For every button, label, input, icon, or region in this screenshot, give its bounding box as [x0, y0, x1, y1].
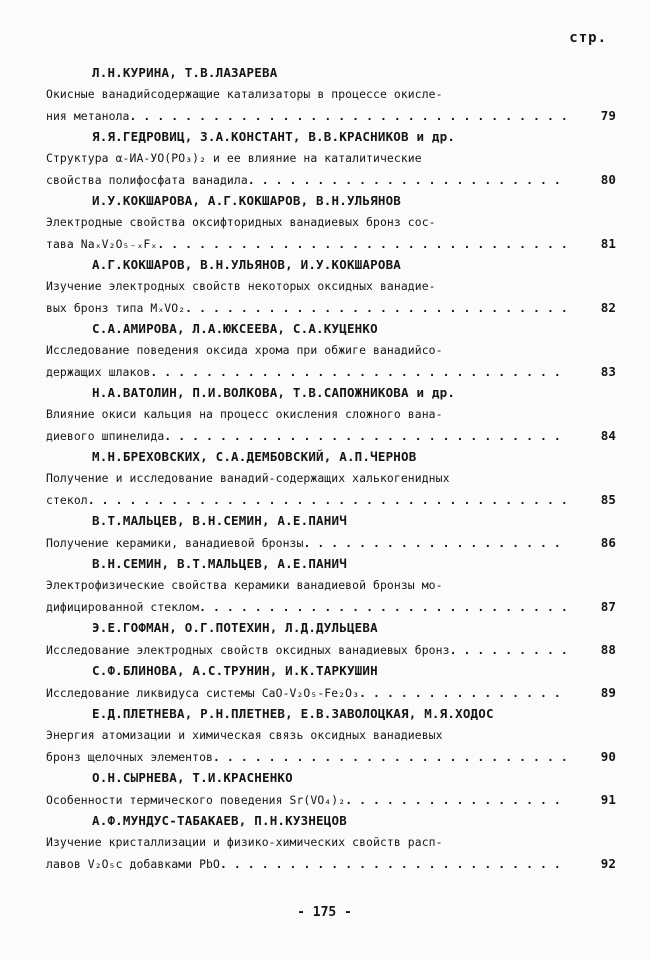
entry-title-last-line: [46, 789, 616, 810]
entry-title-last-line: [46, 532, 616, 553]
dot-leader: [130, 106, 571, 127]
entry-title-text: дифицированной стеклом: [46, 600, 200, 614]
entry-title-last-line: [46, 105, 616, 126]
entry-page-number: 80: [600, 172, 616, 187]
entry-page-number: 79: [600, 108, 616, 123]
dot-leader: [185, 298, 570, 319]
toc-entry: [46, 660, 616, 703]
entry-title-line: Окисные ванадийсодержащие катализаторы в процессе окисле-: [46, 87, 443, 101]
dot-leader: [213, 747, 570, 768]
toc-entry: [46, 617, 616, 660]
toc-entry: [46, 254, 616, 318]
entry-title-text: Особенности термического поведения Sr(VO₄)₂: [46, 793, 346, 807]
dot-leader: [450, 640, 570, 661]
entry-title-line: Изучение электродных свойств некоторых оксидных ванадие-: [46, 279, 436, 293]
entry-authors: О.Н.СЫРНЕВА, Т.И.КРАСНЕНКО: [92, 770, 293, 785]
entry-page-number: 91: [600, 792, 616, 807]
entry-authors: Н.А.ВАТОЛИН, П.И.ВОЛКОВА, Т.В.САПОЖНИКОВА и др.: [92, 385, 456, 400]
entry-authors: С.Ф.БЛИНОВА, А.С.ТРУНИН, И.К.ТАРКУШИН: [92, 663, 378, 678]
dot-leader: [345, 790, 570, 811]
entry-title-line: Исследование поведения оксида хрома при обжиге ванадийсо-: [46, 343, 443, 357]
entry-title-last-line: [46, 489, 616, 510]
entry-title-text: Исследование ликвидуса системы CaO-V₂O₅-Fe₂O₃: [46, 686, 360, 700]
entry-title-text: держащих шлаков: [46, 365, 151, 379]
entry-title-text: стекол: [46, 493, 88, 507]
entry-page-number: 84: [600, 428, 616, 443]
entry-title-text: лавов V₂O₅с добавками PbO: [46, 857, 220, 871]
dot-leader: [303, 533, 570, 554]
dot-leader: [88, 490, 570, 511]
toc-entry: [46, 810, 616, 874]
page-label: стр.: [569, 30, 607, 46]
entry-authors: А.Ф.МУНДУС-ТАБАКАЕВ, П.Н.КУЗНЕЦОВ: [92, 813, 347, 828]
entry-page-number: 92: [600, 856, 616, 871]
entry-authors: Е.Д.ПЛЕТНЕВА, Р.Н.ПЛЕТНЕВ, Е.В.ЗАВОЛОЦКАЯ, М.Я.ХОДОС: [92, 706, 494, 721]
entry-page-number: 85: [600, 492, 616, 507]
entry-title-text: свойства полифосфата ванадила: [46, 173, 248, 187]
entry-authors: Э.Е.ГОФМАН, О.Г.ПОТЕХИН, Л.Д.ДУЛЬЦЕВА: [92, 620, 378, 635]
entry-title-line: Электрофизические свойства керамики ванадиевой бронзы мо-: [46, 578, 443, 592]
entry-title-last-line: [46, 682, 616, 703]
toc-entry: [46, 190, 616, 254]
entry-page-number: 81: [600, 236, 616, 251]
entry-authors: М.Н.БРЕХОВСКИХ, С.А.ДЕМБОВСКИЙ, А.П.ЧЕРНОВ: [92, 449, 417, 464]
entry-authors: С.А.АМИРОВА, Л.А.ЮКСЕЕВА, С.А.КУЦЕНКО: [92, 321, 378, 336]
entry-title-text: вых бронз типа MₓVO₂: [46, 301, 186, 315]
entry-page-number: 88: [600, 642, 616, 657]
page-number-footer: - 175 -: [297, 905, 352, 920]
dot-leader: [359, 683, 570, 704]
entry-title-text: бронз щелочных элементов: [46, 750, 213, 764]
entry-page-number: 89: [600, 685, 616, 700]
entry-title-line: Энергия атомизации и химическая связь оксидных ванадиевых: [46, 728, 443, 742]
entry-title-last-line: [46, 639, 616, 660]
entry-page-number: 86: [600, 535, 616, 550]
toc-entry: [46, 553, 616, 617]
entry-title-text: ния метанола: [46, 109, 130, 123]
entry-title-line: Структура α-ИА-УО(РО₃)₂ и ее влияние на каталитические: [46, 151, 422, 165]
dot-leader: [150, 362, 570, 383]
entry-title-text: тава NaₓV₂O₅₋ₓFₓ: [46, 237, 158, 251]
entry-title-last-line: [46, 425, 616, 446]
entry-title-line: Влияние окиси кальция на процесс окисления сложного вана-: [46, 407, 443, 421]
table-of-contents: [46, 62, 616, 874]
toc-entry: [46, 126, 616, 190]
entry-title-text: Получение керамики, ванадиевой бронзы: [46, 536, 304, 550]
toc-entry: [46, 382, 616, 446]
toc-entry: [46, 446, 616, 510]
entry-title-last-line: [46, 233, 616, 254]
dot-leader: [164, 426, 570, 447]
entry-title-last-line: [46, 596, 616, 617]
entry-title-text: диевого шпинелида: [46, 429, 165, 443]
entry-authors: И.У.КОКШАРОВА, А.Г.КОКШАРОВ, В.Н.УЛЬЯНОВ: [92, 193, 402, 208]
entry-title-line: Получение и исследование ванадий-содержащих халькогенидных: [46, 471, 450, 485]
dot-leader: [157, 234, 570, 255]
entry-authors: Я.Я.ГЕДРОВИЦ, З.А.КОНСТАНТ, В.В.КРАСНИКОВ и др.: [92, 129, 456, 144]
toc-entry: [46, 510, 616, 553]
entry-authors: В.Н.СЕМИН, В.Т.МАЛЬЦЕВ, А.Е.ПАНИЧ: [92, 556, 347, 571]
toc-entry: [46, 703, 616, 767]
entry-page-number: 82: [600, 300, 616, 315]
entry-title-last-line: [46, 853, 616, 874]
toc-entry: [46, 318, 616, 382]
entry-page-number: 87: [600, 599, 616, 614]
entry-page-number: 83: [600, 364, 616, 379]
entry-title-text: Исследование электродных свойств оксидных ванадиевых бронз: [46, 643, 450, 657]
toc-entry: [46, 62, 616, 126]
dot-leader: [199, 597, 570, 618]
entry-title-line: Электродные свойства оксифторидных ванадиевых бронз сос-: [46, 215, 436, 229]
entry-title-last-line: [46, 169, 616, 190]
dot-leader: [220, 854, 570, 875]
toc-entry: [46, 767, 616, 810]
dot-leader: [248, 170, 570, 191]
entry-authors: Л.Н.КУРИНА, Т.В.ЛАЗАРЕВА: [92, 65, 278, 80]
entry-title-last-line: [46, 746, 616, 767]
entry-authors: А.Г.КОКШАРОВ, В.Н.УЛЬЯНОВ, И.У.КОКШАРОВА: [92, 257, 402, 272]
entry-title-line: Изучение кристаллизации и физико-химических свойств расп-: [46, 835, 443, 849]
entry-page-number: 90: [600, 749, 616, 764]
entry-title-last-line: [46, 297, 616, 318]
entry-authors: В.Т.МАЛЬЦЕВ, В.Н.СЕМИН, А.Е.ПАНИЧ: [92, 513, 347, 528]
entry-title-last-line: [46, 361, 616, 382]
